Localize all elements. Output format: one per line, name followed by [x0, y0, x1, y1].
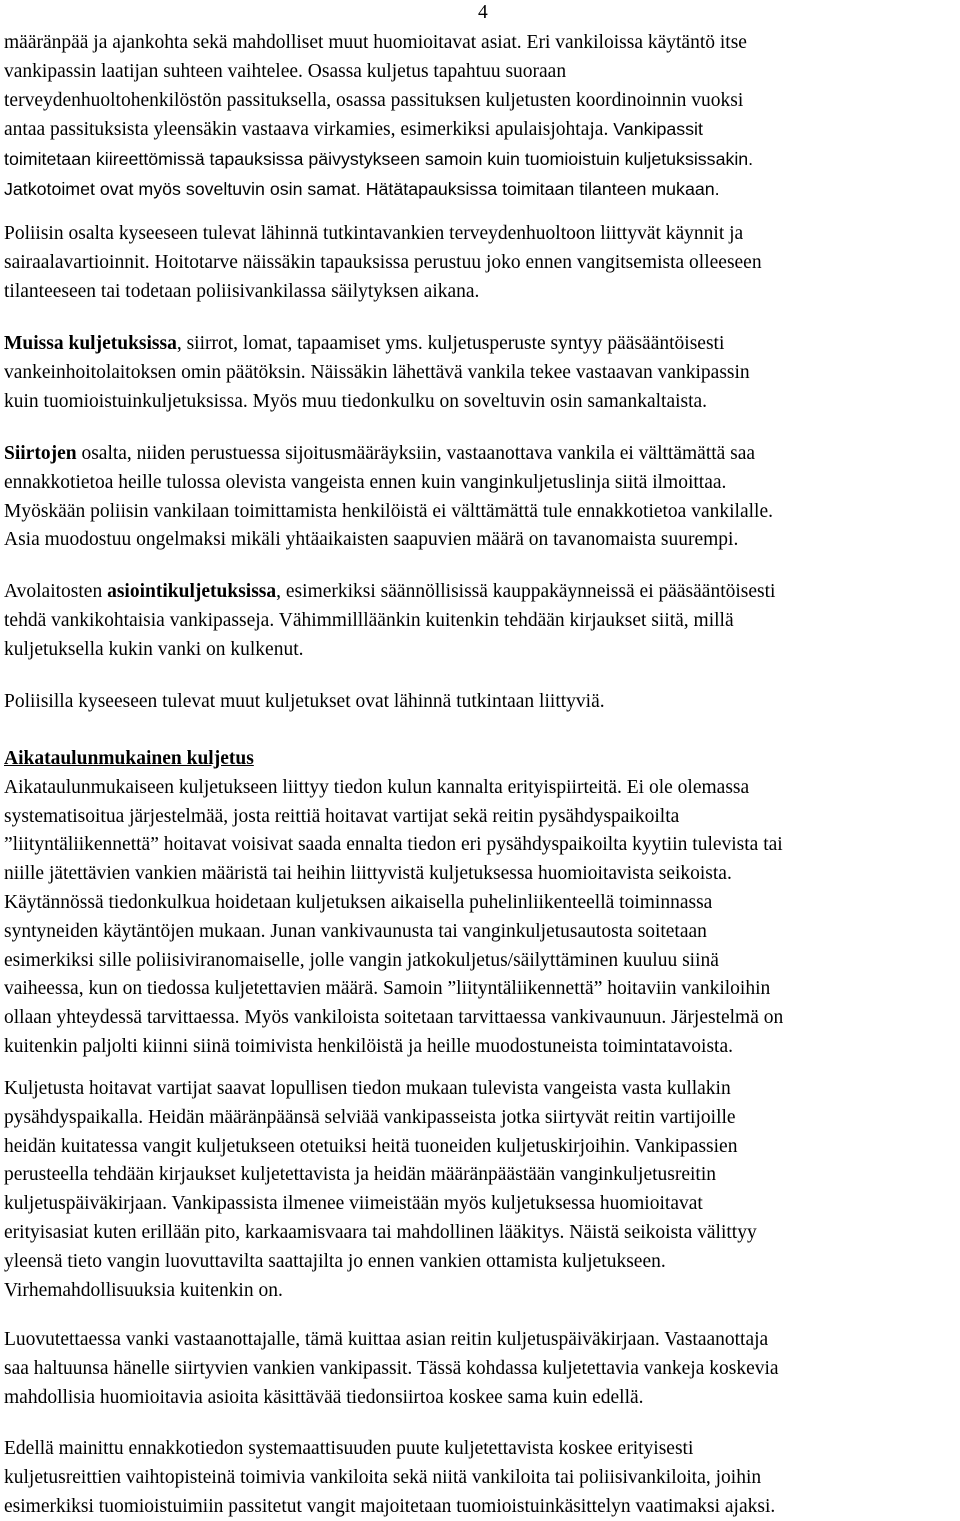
text-run: Myöskään poliisin vankilaan toimittamista henkilöistä ei välttämättä tule ennakkotietoa vankilalle. [4, 500, 773, 522]
text-run: vankipassin laatijan suhteen vaihtelee. Osassa kuljetus tapahtuu suoraan [4, 60, 567, 82]
text-line [4, 774, 956, 803]
text-run: kuitenkin paljolti kiinni siinä toimivista henkilöistä ja heille muodostuneista toimintatavoista. [4, 1035, 733, 1057]
text-line [4, 1190, 956, 1219]
bold-term: Muissa kuljetuksissa [4, 333, 177, 354]
text-run: systematisoitua järjestelmää, josta reittiä hoitavat vartijat sekä reitin pysähdyspaikoilta [4, 805, 680, 827]
paragraph-9 [4, 1326, 956, 1412]
text-line [4, 526, 956, 555]
text-run: vaiheessa, kun on tiedossa kuljetettavien määrä. Samoin ”liityntäliikennettä” hoitaviin vankiloihin [4, 978, 771, 1000]
text-line [4, 1464, 956, 1493]
paragraph-2 [4, 220, 956, 306]
text-run: Poliisin osalta kyseeseen tulevat lähinnä tutkintavankien terveydenhuoltoon liittyvät käynnit ja [4, 223, 744, 244]
text-run: ollaan yhteydessä tarvittaessa. Myös vankiloista soitetaan tarvittaessa vankivaunuun. Järjestelmä on [4, 1007, 784, 1029]
text-run: tehdä vankikohtaisia vankipasseja. Vähimmillläänkin kuitenkin tehdään kirjaukset siitä, millä [4, 609, 734, 631]
text-line [4, 278, 956, 307]
text-line [4, 947, 956, 976]
text-line [4, 440, 956, 469]
text-line [4, 145, 956, 175]
text-line [4, 745, 956, 774]
text-run: Jatkotoimet ovat myös soveltuvin osin samat. Hätätapauksissa toimitaan tilanteen mukaan. [4, 178, 720, 199]
text-run: toimitetaan kiireettömissä tapauksissa päivystykseen samoin kuin tuomioistuin kuljetuksissakin. [4, 149, 754, 170]
bold-term: Siirtojen [4, 443, 77, 464]
text-run: Kuljetusta hoitavat vartijat saavat lopullisen tiedon mukaan tulevista vangeista vasta kullakin [4, 1078, 731, 1099]
text-line [4, 975, 956, 1004]
text-run: sairaalavartioinnit. Hoitotarve näissäkin tapauksissa perustuu joko ennen vangitsemista olleeseen [4, 251, 762, 273]
text-run: heidän kuitatessa vangit kuljetukseen otetuiksi heitä tuoneiden kuljetuskirjoihin. Vankipassien [4, 1135, 738, 1157]
text-run: perusteella tehdään kirjaukset kuljetettavista ja heidän määränpäästään vanginkuljetusreitin [4, 1164, 717, 1186]
paragraph-10 [4, 1435, 956, 1521]
text-line [4, 1033, 956, 1062]
text-run: Aikataulunmukaiseen kuljetukseen liittyy tiedon kulun kannalta erityispiirteitä. Ei ole olemassa [4, 776, 750, 798]
text-line [4, 220, 956, 249]
text-line [4, 1355, 956, 1384]
text-line [4, 918, 956, 947]
text-run: Käytännössä tiedonkulkua hoidetaan kuljetuksen aikaisella puhelinliikenteellä toiminnassa [4, 891, 713, 913]
text-line [4, 359, 956, 388]
paragraph-3 [4, 330, 956, 416]
text-run: ennakkotietoa heille tulossa olevista vangeista ennen kuin vanginkuljetuslinja siitä ilmoittaa. [4, 471, 727, 493]
text-run: , esimerkiksi säännöllisissä kauppakäynneissä ei pääsääntöisesti [276, 581, 776, 602]
text-run: Luovutettaessa vanki vastaanottajalle, tämä kuittaa asian reitin kuljetuspäiväkirjaan. Vastaanottaja [4, 1329, 769, 1350]
text-line [4, 1104, 956, 1133]
text-run: esimerkiksi sille poliisiviranomaiselle, jolle vangin jatkokuljetus/säilyttäminen kuuluu siinä [4, 949, 719, 971]
text-line [4, 688, 956, 717]
text-run: saa haltuunsa hänelle siirtyvien vankien vankipassit. Tässä kohdassa kuljetettavia vankeja koskevia [4, 1357, 779, 1379]
text-line [4, 1133, 956, 1162]
text-run: antaa passituksista yleensäkin vastaava virkamies, esimerkiksi apulaisjohtaja. [4, 119, 609, 141]
text-run: syntyneiden käytäntöjen mukaan. Junan vankivaunusta tai vanginkuljetusautosta soitetaan [4, 920, 707, 942]
text-run: kuljetusreittien vaihtopisteinä toimivia vankiloita sekä niitä vankiloita tai poliisivankiloita, joihin [4, 1466, 762, 1488]
text-line [4, 1277, 956, 1306]
text-line [4, 330, 956, 359]
section-heading: Aikataulunmukainen kuljetus [4, 748, 254, 769]
text-run: Avolaitosten [4, 581, 108, 602]
text-run: , siirrot, lomat, tapaamiset yms. kuljetusperuste syntyy pääsääntöisesti [176, 333, 725, 354]
text-run: Edellä mainittu ennakkotiedon systemaattisuuden puute kuljetettavista koskee erityisesti [4, 1438, 694, 1459]
text-line [4, 469, 956, 498]
text-line [4, 1384, 956, 1413]
text-line [4, 1004, 956, 1033]
text-run: erityisasiat kuten erillään pito, karkaamisvaara tai mahdollinen lääkitys. Näistä seikoista välittyy [4, 1221, 757, 1243]
text-line [4, 115, 956, 145]
text-line [4, 578, 956, 607]
text-run: esimerkiksi tuomioistuimiin passitetut vangit majoitetaan tuomioistuinkäsittelyn vaatimaksi ajaksi. [4, 1495, 776, 1517]
text-line [4, 1326, 956, 1355]
paragraph-6 [4, 688, 956, 717]
text-run: yleensä tieto vangin luovuttavilta saattajilta jo ennen vankien ottamista kuljetukseen. [4, 1250, 666, 1272]
text-run: ”liityntäliikennettä” hoitavat voisivat saada ennalta tiedon eri pysähdyspaikoilta kyytiin tulevista tai [4, 834, 783, 856]
text-line [4, 803, 956, 832]
text-line [4, 860, 956, 889]
text-line [4, 249, 956, 278]
paragraph-1 [4, 29, 956, 205]
text-line [4, 889, 956, 918]
text-line [4, 1161, 956, 1190]
text-run: Virhemahdollisuuksia kuitenkin on. [4, 1279, 283, 1301]
text-run: osalta, niiden perustuessa sijoitusmääräyksiin, vastaanottava vankila ei välttämättä saa [76, 443, 756, 464]
text-run: Poliisilla kyseeseen tulevat muut kuljetukset ovat lähinnä tutkintaan liittyviä. [4, 691, 605, 712]
text-line [4, 1248, 956, 1277]
text-line [4, 175, 956, 205]
text-run: mahdollisia huomioitavia asioita käsittävää tiedonsiirtoa koskee sama kuin edellä. [4, 1386, 644, 1408]
text-line [4, 58, 956, 87]
text-run: kuljetuksella kukin vanki on kulkenut. [4, 638, 304, 660]
paragraph-8 [4, 1075, 956, 1305]
page-number: 4 [478, 2, 488, 23]
paragraph-5 [4, 578, 956, 664]
text-line [4, 831, 956, 860]
text-line [4, 1435, 956, 1464]
text-run: Asia muodostuu ongelmaksi mikäli yhtäaikaisten saapuvien määrä on tavanomaista suurempi. [4, 529, 739, 551]
text-line [4, 1075, 956, 1104]
text-run: vankeinhoitolaitoksen omin päätöksin. Näissäkin lähettävä vankila tekee vastaavan vankipassin [4, 361, 750, 383]
text-line [4, 388, 956, 417]
text-line [4, 498, 956, 527]
paragraph-4 [4, 440, 956, 555]
text-run: niille jätettävien vankien määristä tai heihin liittyvistä kuljetuksessa huomioitavista seikoista. [4, 863, 732, 885]
text-run: määränpää ja ajankohta sekä mahdolliset muut huomioitavat asiat. Eri vankiloissa käytäntö itse [4, 32, 747, 53]
text-line [4, 1219, 956, 1248]
text-run: pysähdyspaikalla. Heidän määränpäänsä selviää vankipasseista jotka siirtyvät reitin vartijoille [4, 1106, 736, 1128]
section-aikataulunmukainen-kuljetus [4, 745, 956, 1062]
text-line [4, 29, 956, 58]
text-line [4, 636, 956, 665]
text-run: Vankipassit [608, 119, 703, 140]
text-run: terveydenhuoltohenkilöstön passituksella, osassa passituksen kuljetusten koordinoinnin vuoksi [4, 89, 744, 111]
text-line [4, 607, 956, 636]
text-run: kuljetuspäiväkirjaan. Vankipassista ilmenee viimeistään myös kuljetuksessa huomioitavat [4, 1193, 703, 1215]
bold-term: asiointikuljetuksissa [107, 581, 277, 602]
text-run: kuin tuomioistuinkuljetuksissa. Myös muu tiedonkulku on soveltuvin osin samankaltaista. [4, 390, 708, 412]
text-run: tilanteeseen tai todetaan poliisivankilassa säilytyksen aikana. [4, 280, 480, 302]
text-line [4, 87, 956, 116]
